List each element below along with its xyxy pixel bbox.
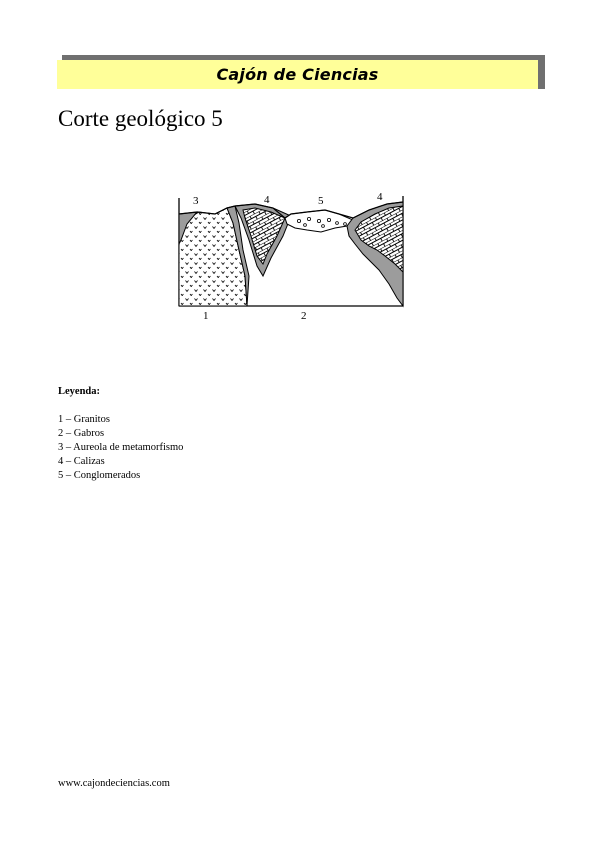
label-1: 1 <box>203 310 209 322</box>
legend-item-gabros: 2 – Gabros <box>58 428 105 439</box>
footer-url[interactable]: www.cajondeciencias.com <box>58 778 170 789</box>
legend-list <box>58 413 183 483</box>
label-4-right: 4 <box>377 191 383 203</box>
label-5: 5 <box>318 195 324 207</box>
legend-item-aureola: 3 – Aureola de metamorfismo <box>58 442 184 453</box>
legend <box>58 385 183 483</box>
legend-item-calizas: 4 – Calizas <box>58 456 105 467</box>
page-title: Corte geológico 5 <box>58 106 223 131</box>
banner-title: Cajón de Ciencias <box>216 65 379 84</box>
label-2: 2 <box>301 310 307 322</box>
legend-item-conglomerados: 5 – Conglomerados <box>58 470 141 481</box>
label-3: 3 <box>193 195 199 207</box>
label-4-left: 4 <box>264 194 270 206</box>
legend-item-granitos: 1 – Granitos <box>58 414 110 425</box>
geological-cross-section <box>175 188 410 323</box>
header-banner <box>57 60 538 89</box>
legend-heading: Leyenda: <box>58 386 100 397</box>
